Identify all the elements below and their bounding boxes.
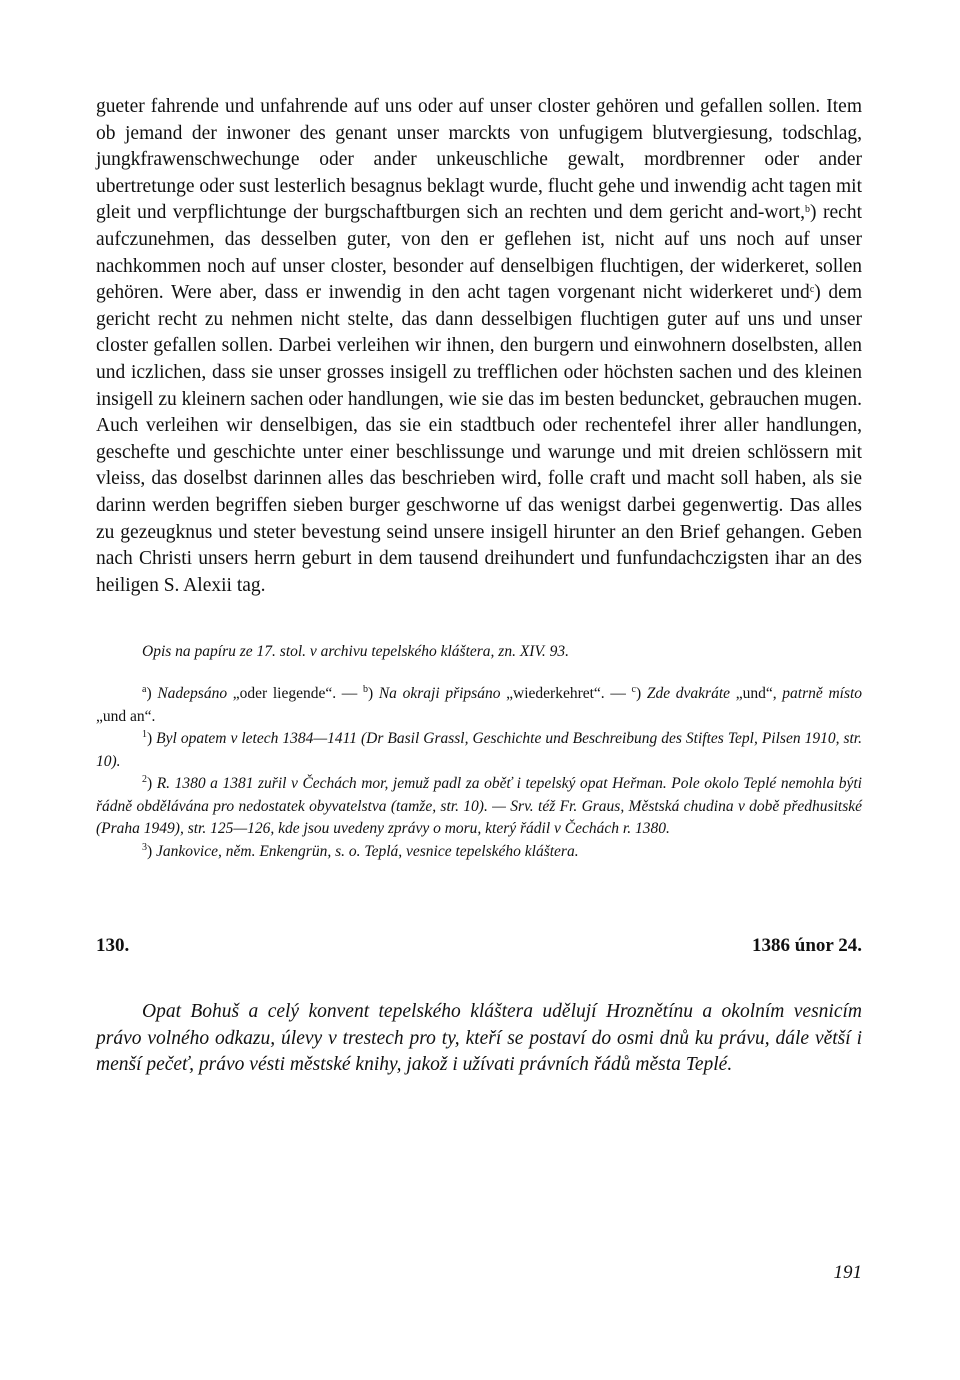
footnote-marker-b: b (805, 204, 811, 216)
footnote-2-text: R. 1380 a 1381 zuřil v Čechách mor, jemuž padl za oběť i tepelský opat Heřman. Pole okolo Teplé nemohla býti řádně obdělávána pro nedostatek obyvatelstva (tamže, str. 10). — Srv. též Fr. Graus, Městská chudina v době předhusitské (Praha 1949), str. 125—126, kde jsou uvedeny zprávy o moru, který řádil v Čechách r. 1380. (96, 775, 862, 838)
footnote-b-label: b (362, 684, 368, 696)
page-content (96, 94, 862, 1079)
source-note: Opis na papíru ze 17. stol. v archivu tepelského kláštera, zn. XIV. 93. (142, 643, 570, 661)
document-date: 1386 únor 24. (752, 935, 862, 957)
charter-text-part-2: wort, (764, 202, 806, 224)
charter-text-part-4: ) dem gericht recht zu nehmen nicht stelte, das dann desselbigen fluchtigen guter auf uns und unser closter gefallen sollen. Darbei verleihen wir ihnen, den burgern und einwohnern doselbsten, allen und iczlichen, dass sie unser grosses insigell zu trefflichen oder höchsten sachen und des kleinen insigell zu kleinern sachen oder handlungen, wie sie das im besten beduncket, gebrauchen mugen. Auch verleihen wir denselbigen, das sie ein stadtbuch oder rechentefel ihrer aller handlungen, geschefte und geschichte unter einer beschlissunge und warunge und mit dreien schlössern mit vleiss, das doselbst darinnen alles das beschrieben wird, folle craft und macht soll haben, als sie darinn werden begriffen sieben burger geschworne uf das wenigst darbei gegenwertig. Das alles zu gezeugknus und steter bevestung seind unsere insigell hirunter an den Brief gehangen. Geben nach Christi unsers herrn geburt in dem tausend dreihundert und funfundachczigsten ihar an des heiligen S. Alexii tag. (96, 282, 862, 596)
footnote-2: $^2$) R. 1380 a 1381 zuřil v Čechách mor, jemuž padl za oběť i tepelský opat Heřman. Pole okolo Teplé nemohla býti řádně obdělávána pro nedostatek obyvatelstva (tamže, str. 10). — Srv. též Fr. Graus, Městská chudina v době předhusitské (Praha 1949), str. 125—126, kde jsou uvedeny zprávy o moru, který řádil v Čechách r. 1380. (96, 774, 862, 838)
charter-text-part-1: gueter fahrende und unfahrende auf uns oder auf unser closter gehören und gefallen sollen. Item ob jemand der inwoner des genant unser marckts von unfugigem blutvergiesung, todschlag, jungkfrawenschwechunge oder ander unkeuschliche gewalt, mordbrenner oder ander ubertretunge oder sust lesterlich besagnus beklagt wurde, flucht gehe und inwendig acht tagen mit gleit und verpflichtunge der burgschaftburgen sich an rechten und dem gericht and- (96, 96, 862, 224)
footnote-c-label: c (631, 684, 636, 696)
footnotes (96, 683, 862, 863)
document-summary: Opat Bohuš a celý konvent tepelského kláštera udělují Hroznětínu a okolním vesnicím právo volného odkazu, úlevy v trestech pro ty, kteří se postaví do osmi dnů ku právu, dále větší i menší pečeť, právo vésti městské knihy, jakož i užívati právních řádů města Teplé. (96, 1001, 862, 1076)
charter-text (96, 94, 862, 599)
footnote-3: $^3$) Jankovice, něm. Enkengrün, s. o. Teplá, vesnice tepelského kláštera. (142, 841, 579, 860)
document-number: 130. (96, 935, 130, 957)
footnote-a-quote: „oder liegende“. — (232, 685, 363, 703)
footnote-c-quote-2: „und an“. (96, 707, 156, 725)
footnote-c-quote-1: „und“, (735, 685, 783, 703)
charter-text-part-3: ) recht aufczunehmen, das desselben guter, von den er geflehen ist, nicht auf uns noch auf unser nachkommen noch auf unser closter, besonder auf denselbigen fluchtigen, der widerkeret, sollen gehören. Were aber, dass er inwendig in den acht tagen vorgenant nicht widerkeret und (96, 202, 862, 304)
page-number: 191 (833, 1262, 862, 1283)
footnote-marker-c: c (809, 284, 815, 296)
footnote-1-text: Byl opatem v letech 1384—1411 (Dr Basil Grassl, Geschichte und Beschreibung des Stiftes Tepl, Pilsen 1910, str. 10). (96, 730, 862, 770)
footnote-b-quote: „wiederkehret“. — (506, 685, 632, 703)
footnote-3-label: 3 (142, 841, 147, 853)
footnote-a-italic: Nadepsáno (157, 685, 228, 703)
footnote-c-italic: Zde dvakráte (646, 685, 731, 703)
footnote-c-italic-2: patrně místo (782, 685, 863, 703)
document-heading (96, 935, 862, 963)
footnote-abc: $^a$) Nadepsáno „oder liegende“. — $^b$) Na okraji připsáno „wiederkehret“. — $^c$) Zde dvakráte „und“, patrně místo „und an“. (96, 684, 863, 725)
footnote-1: $^1$) Byl opatem v letech 1384—1411 (Dr Basil Grassl, Geschichte und Beschreibung des Stiftes Tepl, Pilsen 1910, str. 10). (96, 729, 862, 770)
footnote-b-italic: Na okraji připsáno (378, 685, 501, 703)
footnote-1-label: 1 (142, 729, 147, 741)
footnote-2-label: 2 (142, 774, 147, 786)
footnote-a-label: a (142, 684, 147, 696)
footnote-3-text: Jankovice, něm. Enkengrün, s. o. Teplá, vesnice tepelského kláštera. (156, 842, 579, 860)
